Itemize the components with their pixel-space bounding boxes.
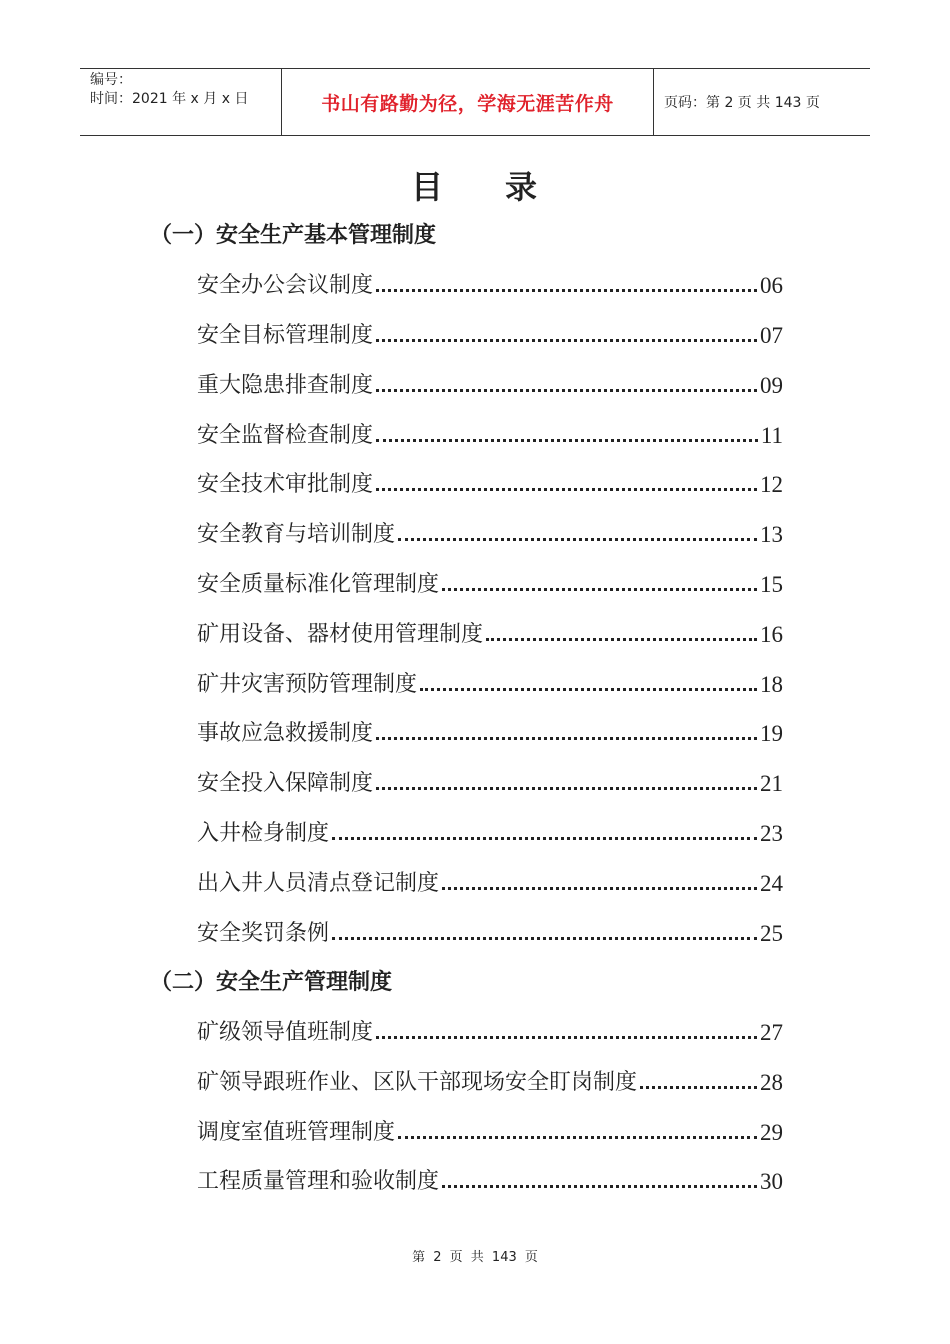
toc-entry-page: 19: [760, 721, 783, 746]
toc-entry[interactable]: [197, 516, 783, 550]
toc-entry-page: 06: [760, 273, 783, 298]
toc-entry[interactable]: [197, 815, 783, 849]
header-motto: 书山有路勤为径，学海无涯苦作舟: [282, 69, 654, 135]
toc-entry-title: 调度室值班管理制度: [197, 1120, 396, 1145]
page-footer: 第 2 页 共 143 页: [412, 1250, 538, 1265]
toc-entry[interactable]: [197, 666, 783, 700]
toc-entry-title: 工程质量管理和验收制度: [197, 1169, 440, 1194]
dot-leader: [442, 1185, 757, 1188]
toc-entry-title: 安全投入保障制度: [197, 771, 374, 796]
number-label: 编号：: [90, 72, 132, 88]
toc-title: [0, 162, 950, 208]
dot-leader: [376, 787, 757, 790]
toc-entry[interactable]: [197, 1064, 783, 1098]
toc-entry-title: 安全目标管理制度: [197, 323, 374, 348]
toc-title-right: 录: [505, 168, 540, 206]
dot-leader: [376, 1036, 757, 1039]
dot-leader: [420, 688, 757, 691]
toc-entry-page: 12: [760, 472, 783, 497]
toc-entry[interactable]: [197, 865, 783, 899]
section-heading: （二）安全生产管理制度: [150, 970, 393, 995]
toc-entry-title: 重大隐患排查制度: [197, 373, 374, 398]
toc-entry[interactable]: [197, 765, 783, 799]
toc-entry-title: 矿井灾害预防管理制度: [197, 672, 418, 697]
dot-leader: [398, 538, 757, 541]
toc-entry-page: 25: [760, 921, 783, 946]
toc-entry-page: 09: [760, 373, 783, 398]
toc-entry[interactable]: [197, 715, 783, 749]
toc-entry-page: 13: [760, 522, 783, 547]
toc-entry-page: 28: [760, 1070, 783, 1095]
toc-entry-title: 入井检身制度: [197, 821, 330, 846]
toc-entry-page: 07: [760, 323, 783, 348]
time-label: 时间：2021 年 x 月 x 日: [90, 91, 249, 107]
toc-entry-title: 矿领导跟班作业、区队干部现场安全盯岗制度: [197, 1070, 638, 1095]
dot-leader: [332, 937, 757, 940]
toc-entry-page: 29: [760, 1120, 783, 1145]
dot-leader: [640, 1086, 757, 1089]
dot-leader: [332, 837, 757, 840]
toc-entry[interactable]: [197, 616, 783, 650]
toc-entry-title: 事故应急救援制度: [197, 721, 374, 746]
dot-leader: [376, 389, 757, 392]
dot-leader: [442, 887, 757, 890]
toc-entry[interactable]: [197, 466, 783, 500]
dot-leader: [376, 488, 757, 491]
toc-entry-page: 24: [760, 871, 783, 896]
toc-entry-page: 30: [760, 1169, 783, 1194]
dot-leader: [376, 439, 758, 442]
toc-entry[interactable]: [197, 566, 783, 600]
toc-entry-title: 安全奖罚条例: [197, 921, 330, 946]
toc-entry-title: 安全质量标准化管理制度: [197, 572, 440, 597]
dot-leader: [442, 588, 757, 591]
toc-entry-title: 矿用设备、器材使用管理制度: [197, 622, 484, 647]
dot-leader: [376, 737, 757, 740]
section-heading: （一）安全生产基本管理制度: [150, 223, 437, 248]
toc-entry[interactable]: [197, 1163, 783, 1197]
dot-leader: [486, 638, 757, 641]
toc-entry-page: 27: [760, 1020, 783, 1045]
toc-entry-page: 16: [760, 622, 783, 647]
toc-entry[interactable]: [197, 267, 783, 301]
toc-entry-page: 21: [760, 771, 783, 796]
toc-entry[interactable]: [197, 367, 783, 401]
toc-entry-page: 18: [760, 672, 783, 697]
toc-entry-title: 矿级领导值班制度: [197, 1020, 374, 1045]
toc-entry[interactable]: [197, 317, 783, 351]
dot-leader: [376, 289, 757, 292]
header-meta: [80, 69, 282, 135]
toc-entry-page: 23: [760, 821, 783, 846]
toc-entry-page: 11: [760, 423, 783, 448]
toc-entry[interactable]: [197, 1014, 783, 1048]
header-page-info: 页码：第 2 页 共 143 页: [664, 95, 820, 111]
toc-entry[interactable]: [197, 1114, 783, 1148]
dot-leader: [398, 1136, 757, 1139]
toc-entry-title: 安全办公会议制度: [197, 273, 374, 298]
toc-entry-title: 安全教育与培训制度: [197, 522, 396, 547]
toc-entry-title: 安全监督检查制度: [197, 423, 374, 448]
dot-leader: [376, 339, 757, 342]
toc-entry-title: 安全技术审批制度: [197, 472, 374, 497]
toc-entry[interactable]: [197, 417, 783, 451]
toc-entry-page: 15: [760, 572, 783, 597]
toc-entry-title: 出入井人员清点登记制度: [197, 871, 440, 896]
toc-title-left: 目: [410, 168, 445, 206]
page-header: [80, 68, 870, 136]
toc-entry[interactable]: [197, 915, 783, 949]
